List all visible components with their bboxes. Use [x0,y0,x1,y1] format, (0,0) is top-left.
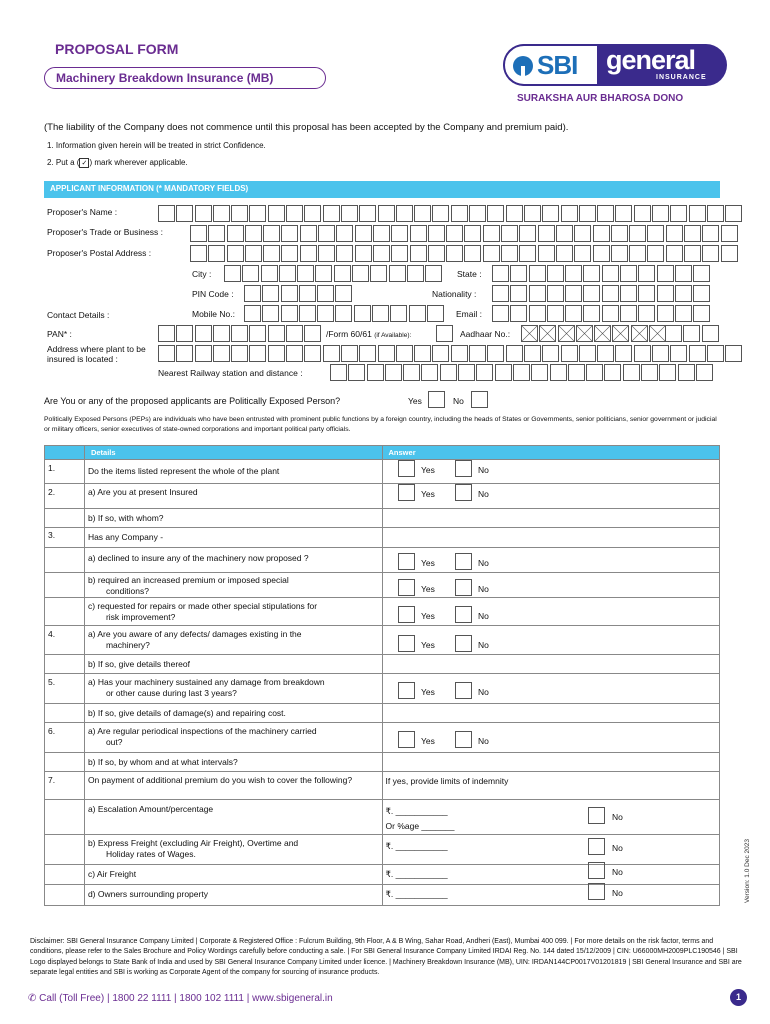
q6a-yes-checkbox[interactable] [398,731,415,748]
pep-yes-label: Yes [408,396,422,406]
form60-box[interactable] [436,325,454,342]
q7d-no-checkbox[interactable] [588,883,605,900]
answer-header: Answer [382,446,719,460]
mobile-label: Mobile No.: [192,309,235,319]
q5a-no-checkbox[interactable] [455,682,472,699]
aadhaar-label: Aadhaar No.: [460,329,511,339]
tagline: SURAKSHA AUR BHAROSA DONO [517,93,684,104]
city-label: City : [192,269,212,279]
q2a-yes-checkbox[interactable] [398,484,415,501]
email-label: Email : [456,309,482,319]
details-table: Details Answer 1. Do the items listed represent the whole of the plant 2. a) Are you at present Insured b) If so, with whom? 3. Has any Company - a) declined to insure any of the machinery now proposed ? b) required an increased premium or imposed special conditions? c) requested for repairs or made other special stipulations for risk improvement? 4. a) Are you aware of any defects/ damages existing in the machinery? b) If so, give details thereof 5. a) Has your machinery sustained any damage from breakdown or other cause during last 3 years? b) If so, give details of damage(s) and repairing cost. 6. a) Are regular periodical inspections of the machinery carried out? b) If so, by whom and at what intervals? 7. On payment of additional premium do you wish to cover the following? If yes, provide limits of indemnity a) Escalation Amount/percentage ₹. ___________ Or %age _______ b) Express Freight (excluding Air Freight), Overtime and Holiday rates of Wages. ₹. ___________ c) Air Freight ₹. ___________ d) Owners surrounding property ₹. ___________ [44,445,720,906]
checkmark-icon: ✓ [79,158,89,168]
disclaimer: Disclaimer: SBI General Insurance Company Limited | Corporate & Registered Office : Fulcrum Building, 9th Floor, A & B Wing, Sahar Road, Andheri (East), Mumbai 400 099. | For more details on the risk factor, terms and conditions, please refer to the Sales Brochure and Policy Wordings carefully before conducting a sale. | For SBI General Insurance Company Limited IRDAI Reg. No. 144 dated 15/12/2009 | CIN: U66000MH2009PLC190546 | SBI Logo displayed belongs to State Bank of India and used by SBI General Insurance Company Limited under licence. | Machinery Breakdown Insurance (MB), UIN: IRDAN144CP0017V01201819 | SBI General Insurance and SBI are separate legal entities and SBI is working as Corporate Agent of the company for sourcing of insurance products. [30,938,742,976]
postal-label: Proposer's Postal Address : [47,248,152,258]
state-label: State : [457,269,482,279]
aadhaar-masked-boxes [521,325,667,342]
trade-label: Proposer's Trade or Business : [47,227,163,237]
phone-icon: ✆ [28,993,40,1004]
plant-address-label: Address where plant to be insured is located : [47,344,146,364]
pin-boxes[interactable] [244,285,354,302]
q3c-yes-checkbox[interactable] [398,606,415,623]
pep-no-label: No [453,396,464,406]
plant-address-boxes[interactable] [158,345,744,362]
contact-label: Contact Details : [47,310,110,320]
q7a-no-checkbox[interactable] [588,807,605,824]
note-1: 1. Information given herein will be treated in strict Confidence. [47,141,266,150]
q2a-no-checkbox[interactable] [455,484,472,501]
pep-question: Are You or any of the proposed applicants are Politically Exposed Person? [44,396,341,406]
q1-no-checkbox[interactable] [455,460,472,477]
applicant-info-header: APPLICANT INFORMATION (* MANDATORY FIELDS) [44,181,720,198]
q3b-no-checkbox[interactable] [455,579,472,596]
page-number: 1 [730,989,747,1006]
nationality-label: Nationality : [432,289,477,299]
city-boxes[interactable] [224,265,444,282]
pin-label: PIN Code : [192,289,234,299]
q7c-no-checkbox[interactable] [588,862,605,879]
q4a-yes-checkbox[interactable] [398,635,415,652]
q3a-no-checkbox[interactable] [455,553,472,570]
trade-boxes[interactable] [190,225,739,242]
sbi-general-logo: SBI general INSURANCE [503,44,727,86]
state-boxes[interactable] [492,265,712,282]
pep-yes-checkbox[interactable] [428,391,445,408]
q1-yes-checkbox[interactable] [398,460,415,477]
email-boxes[interactable] [492,305,712,322]
q3a-yes-checkbox[interactable] [398,553,415,570]
liability-note: (The liability of the Company does not commence until this proposal has been accepted by the Company and premium paid). [44,122,569,133]
pep-definition: Politically Exposed Persons (PEPs) are individuals who have been entrusted with prominent public functions by a foreign country, including the heads of States or Governments, senior politicians, senior government or judicial or military officers, senior executives of state-owned corporations and important political party officials. [44,416,717,433]
railway-boxes[interactable] [330,364,714,381]
note-2: 2. Put a ( ✓ ) mark wherever applicable. [47,158,188,167]
q5a-yes-checkbox[interactable] [398,682,415,699]
railway-label: Nearest Railway station and distance : [158,368,303,378]
nationality-boxes[interactable] [492,285,712,302]
q7b-no-checkbox[interactable] [588,838,605,855]
postal-boxes[interactable] [190,245,739,262]
q3c-no-checkbox[interactable] [455,606,472,623]
q3b-yes-checkbox[interactable] [398,579,415,596]
mobile-boxes[interactable] [244,305,445,322]
pan-label: PAN* : [47,329,72,339]
proposer-name-label: Proposer's Name : [47,207,118,217]
details-header: Details [84,446,382,460]
pep-no-checkbox[interactable] [471,391,488,408]
pan-boxes[interactable] [158,325,323,342]
version-label: Version: 1.0 Dec 2023 [744,839,751,903]
aadhaar-last-boxes[interactable] [665,325,720,342]
form60-label: /Form 60/61 (if Available): [326,329,412,339]
form-subtitle: Machinery Breakdown Insurance (MB) [44,67,326,89]
form-title: PROPOSAL FORM [55,41,179,57]
q6a-no-checkbox[interactable] [455,731,472,748]
q4a-no-checkbox[interactable] [455,635,472,652]
proposer-name-boxes[interactable] [158,205,744,222]
contact-footer: ✆ Call (Toll Free) | 1800 22 1111 | 1800 102 1111 | www.sbigeneral.in [28,993,333,1004]
